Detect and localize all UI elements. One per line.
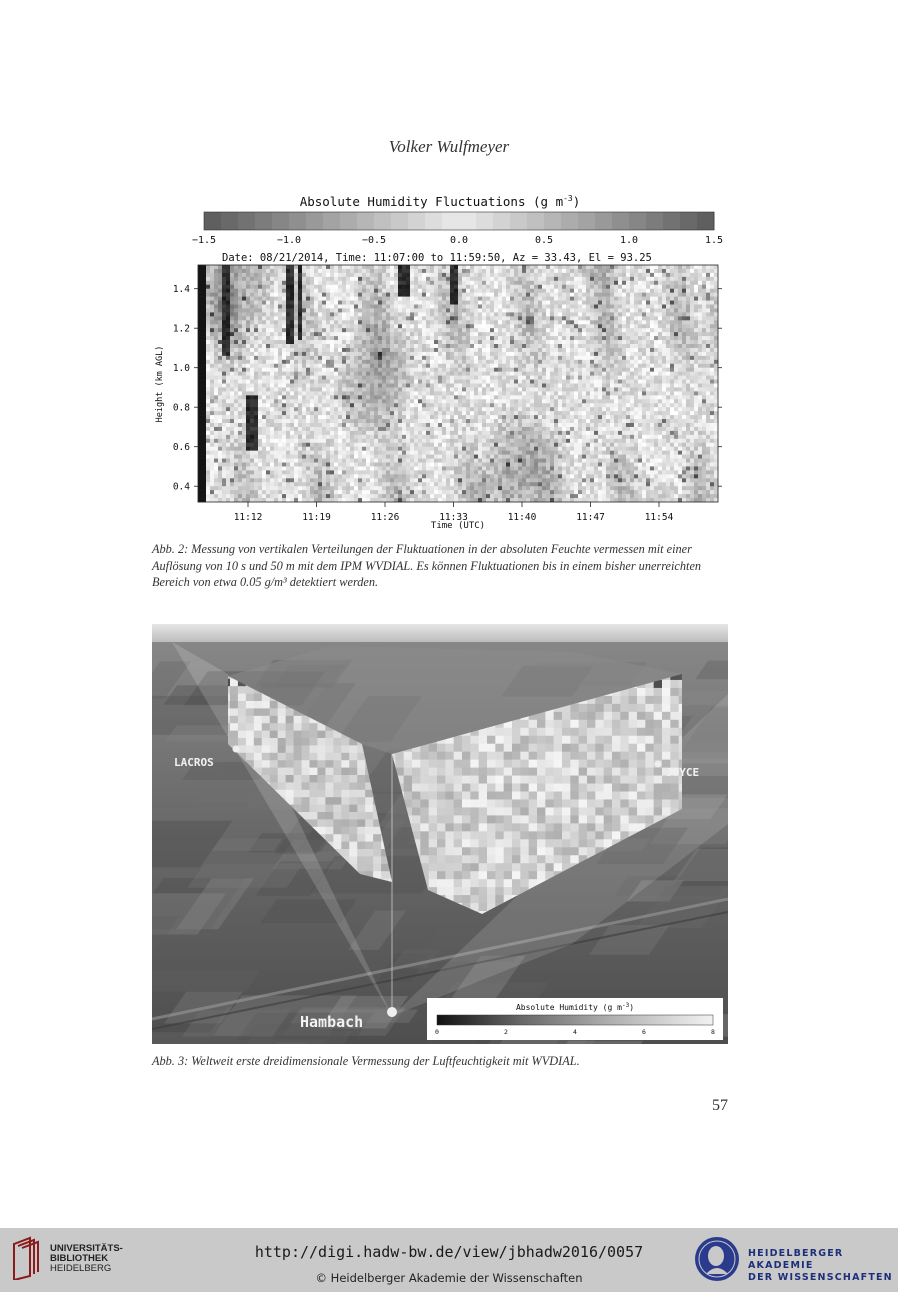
x-tick-label: 11:19	[302, 512, 331, 523]
y-tick-label: 0.8	[172, 402, 190, 414]
x-tick-label: 11:33	[439, 512, 468, 523]
figure-3	[152, 624, 728, 1044]
academy-seal-icon	[694, 1236, 740, 1282]
x-tick-label: 11:12	[233, 512, 263, 523]
colorbar	[204, 212, 715, 230]
y-tick-label: 1.2	[172, 323, 190, 335]
y-tick-label: 0.4	[172, 481, 190, 493]
lacros-marker	[233, 746, 240, 753]
colorbar-tick-label: −0.5	[361, 235, 387, 246]
chart-subtitle: Date: 08/21/2014, Time: 11:07:00 to 11:59:50, Az = 33.43, El = 93.25	[222, 252, 652, 264]
page-number: 57	[712, 1097, 728, 1114]
colorbar-tick-label: −1.5	[191, 235, 217, 246]
y-tick-label: 0.6	[172, 442, 190, 454]
academy-name: HEIDELBERGER AKADEMIE DER WISSENSCHAFTEN	[748, 1248, 893, 1283]
colorbar-tick-label: 0.0	[449, 235, 469, 246]
legend-tick-label: 8	[711, 1028, 715, 1036]
figure-2	[152, 192, 728, 532]
legend-tick-label: 2	[504, 1028, 508, 1036]
label-hambach: Hambach	[300, 1013, 364, 1031]
label-joyce: JOYCE	[666, 766, 700, 779]
humidity-legend	[427, 998, 723, 1040]
caption-figure-2: Abb. 2: Messung von vertikalen Verteilungen der Fluktuationen in der absoluten Feuchte vermessen mit einer Auflösung von 10 s und 50 m mit dem IPM WVDIAL. Es können Fluktuationen bis in einem bisher unerreichten Bereich von etwa 0.05 g/m³ detektiert werden.	[152, 542, 702, 589]
colorbar-tick-label: 0.5	[534, 235, 554, 246]
permalink-url[interactable]: http://digi.hadw-bw.de/view/jbhadw2016/0057	[254, 1243, 644, 1261]
colorbar-tick-label: 1.0	[619, 235, 639, 246]
running-header-author: Volker Wulfmeyer	[388, 137, 510, 156]
label-lacros: LACROS	[174, 756, 214, 769]
x-tick-label: 11:54	[644, 512, 674, 523]
y-axis-label: Height (km AGL)	[155, 345, 165, 423]
hambach-marker	[387, 1007, 397, 1017]
copyright-notice: © Heidelberger Akademie der Wissenschaften	[315, 1271, 583, 1285]
chart-title-exponent: -3	[563, 194, 573, 203]
x-tick-label: 11:26	[370, 512, 400, 523]
legend-title: Absolute Humidity (g $m^{-3}$)	[515, 1002, 635, 1012]
y-tick-label: 1.4	[172, 284, 190, 296]
legend-gradient	[437, 1015, 713, 1025]
colorbar-tick-label: 1.5	[704, 235, 724, 246]
colorbar-tick-label: −1.0	[276, 235, 302, 246]
joyce-marker	[655, 761, 662, 768]
x-tick-label: 11:40	[507, 512, 537, 523]
y-tick-label: 1.0	[172, 363, 190, 375]
legend-tick-label: 4	[573, 1028, 577, 1036]
x-tick-label: 11:47	[576, 512, 605, 523]
heatmap-plot-area	[198, 265, 718, 502]
legend-tick-label: 0	[435, 1028, 439, 1036]
university-library-name: UNIVERSITÄTS- BIBLIOTHEK HEIDELBERG	[50, 1243, 123, 1274]
x-axis-label: Time (UTC)	[430, 521, 486, 531]
caption-figure-3: Abb. 3: Weltweit erste dreidimensionale Vermessung der Luftfeuchtigkeit mit WVDIAL.	[152, 1054, 580, 1068]
chart-title: Absolute Humidity Fluctuations (g $m^{-3}$)	[299, 194, 581, 209]
legend-tick-label: 6	[642, 1028, 646, 1036]
